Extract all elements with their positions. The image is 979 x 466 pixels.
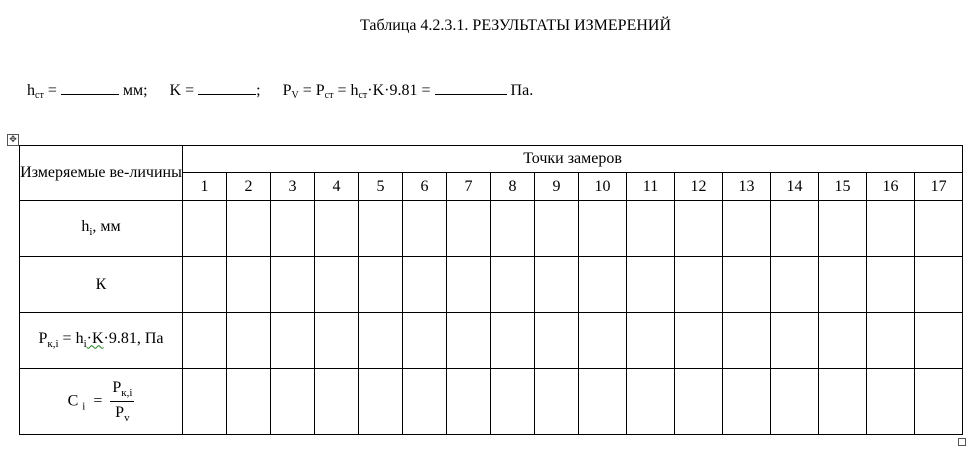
table-cell[interactable] [627, 369, 675, 435]
ci-fraction: $\frac{P_{к,i}}{P_v}$ [112, 378, 133, 425]
table-cell[interactable] [227, 369, 271, 435]
table-cell[interactable] [403, 257, 447, 313]
table-cell[interactable] [627, 313, 675, 369]
point-header-9: 9 [535, 173, 579, 201]
table-cell[interactable] [819, 201, 867, 257]
table-cell[interactable] [723, 313, 771, 369]
table-cell[interactable] [535, 257, 579, 313]
table-cell[interactable] [183, 313, 227, 369]
table-cell[interactable] [271, 313, 315, 369]
table-cell[interactable] [315, 369, 359, 435]
table-cell[interactable] [579, 201, 627, 257]
table-row [20, 313, 963, 369]
table-cell[interactable] [491, 313, 535, 369]
point-header-15: 15 [819, 173, 867, 201]
point-header-12: 12 [675, 173, 723, 201]
point-header-4: 4 [315, 173, 359, 201]
point-header-10: 10 [579, 173, 627, 201]
table-cell[interactable] [723, 201, 771, 257]
point-header-7: 7 [447, 173, 491, 201]
table-cell[interactable] [403, 369, 447, 435]
table-resize-handle[interactable] [958, 438, 966, 446]
table-cell[interactable] [491, 257, 535, 313]
table-cell[interactable] [491, 201, 535, 257]
table-cell[interactable] [403, 201, 447, 257]
table-cell[interactable] [535, 201, 579, 257]
h-st-blank [61, 82, 119, 95]
table-cell[interactable] [491, 369, 535, 435]
table-cell[interactable] [675, 201, 723, 257]
table-cell[interactable] [675, 369, 723, 435]
table-cell[interactable] [867, 257, 915, 313]
table-cell[interactable] [359, 313, 403, 369]
pv-blank [435, 82, 507, 95]
table-cell[interactable] [183, 257, 227, 313]
table-cell[interactable] [315, 201, 359, 257]
table-cell[interactable] [675, 313, 723, 369]
table-cell[interactable] [447, 257, 491, 313]
table-cell[interactable] [359, 369, 403, 435]
table-cell[interactable] [227, 201, 271, 257]
table-cell[interactable] [315, 257, 359, 313]
table-cell[interactable] [819, 257, 867, 313]
table-caption: Таблица 4.2.3.1. РЕЗУЛЬТАТЫ ИЗМЕРЕНИЙ [359, 17, 672, 34]
row-label-ci: C $_i$ = $\frac{P_{к,i}}{P_v}$ [20, 369, 183, 435]
table-cell[interactable] [771, 257, 819, 313]
point-header-6: 6 [403, 173, 447, 201]
table-cell[interactable] [771, 313, 819, 369]
table-move-handle-icon[interactable]: ✥ [7, 134, 19, 146]
table-cell[interactable] [447, 313, 491, 369]
point-header-13: 13 [723, 173, 771, 201]
table-row [20, 369, 963, 435]
point-header-17: 17 [915, 173, 963, 201]
point-header-3: 3 [271, 173, 315, 201]
formula-line: $h_{ст}$ = мм; K = ; $P_V = P_{ст} = h_{ст}\cdot K\cdot 9.81$ = Па. [27, 82, 534, 101]
point-header-5: 5 [359, 173, 403, 201]
table-cell[interactable] [771, 369, 819, 435]
point-header-1: 1 [183, 173, 227, 201]
table-cell[interactable] [915, 201, 963, 257]
table-cell[interactable] [867, 313, 915, 369]
table-cell[interactable] [915, 313, 963, 369]
table-cell[interactable] [627, 257, 675, 313]
row-label-hi: $h_i$, мм [20, 201, 183, 257]
table-row [20, 257, 963, 313]
point-header-14: 14 [771, 173, 819, 201]
measurements-table [19, 145, 963, 435]
table-cell[interactable] [579, 313, 627, 369]
table-cell[interactable] [271, 201, 315, 257]
table-cell[interactable] [535, 369, 579, 435]
table-cell[interactable] [915, 369, 963, 435]
point-header-11: 11 [627, 173, 675, 201]
point-header-2: 2 [227, 173, 271, 201]
table-cell[interactable] [447, 201, 491, 257]
table-cell[interactable] [771, 201, 819, 257]
table-cell[interactable] [315, 313, 359, 369]
table-cell[interactable] [867, 369, 915, 435]
table-cell[interactable] [535, 313, 579, 369]
table-cell[interactable] [915, 257, 963, 313]
header-measured-values: Измеряемые ве-личины [20, 146, 183, 201]
table-cell[interactable] [183, 369, 227, 435]
table-cell[interactable] [867, 201, 915, 257]
k-blank [198, 82, 256, 95]
table-cell[interactable] [227, 257, 271, 313]
table-cell[interactable] [579, 369, 627, 435]
table-cell[interactable] [819, 313, 867, 369]
table-cell[interactable] [271, 257, 315, 313]
table-cell[interactable] [723, 369, 771, 435]
table-cell[interactable] [359, 257, 403, 313]
table-cell[interactable] [227, 313, 271, 369]
point-header-8: 8 [491, 173, 535, 201]
table-cell[interactable] [359, 201, 403, 257]
point-header-16: 16 [867, 173, 915, 201]
table-cell[interactable] [675, 257, 723, 313]
row-label-k: К [20, 257, 183, 313]
table-cell[interactable] [403, 313, 447, 369]
table-cell[interactable] [627, 201, 675, 257]
header-measurement-points: Точки замеров [183, 146, 963, 173]
table-cell[interactable] [723, 257, 771, 313]
table-row [20, 201, 963, 257]
table-cell[interactable] [271, 369, 315, 435]
row-label-pki: $P_{к,i} = h_i\cdot K\cdot 9.81$, Па [20, 313, 183, 369]
table-cell[interactable] [183, 201, 227, 257]
table-cell[interactable] [447, 369, 491, 435]
table-cell[interactable] [579, 257, 627, 313]
table-cell[interactable] [819, 369, 867, 435]
